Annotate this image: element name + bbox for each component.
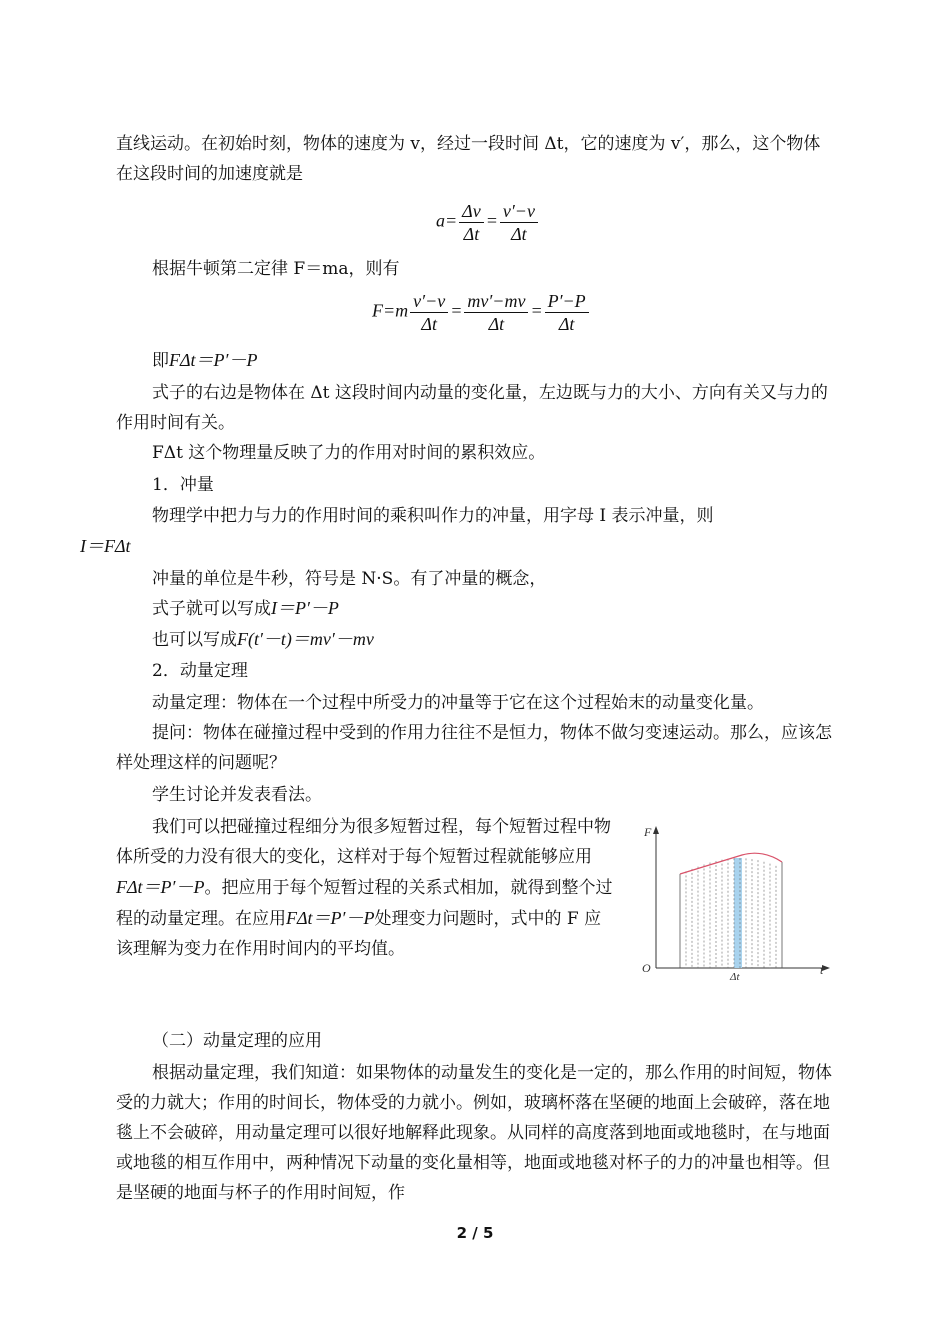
paragraph-impulse-momentum: 即FΔt＝P′－P <box>152 350 258 371</box>
equation-impulse: I＝P′－P <box>271 598 339 618</box>
equation-acceleration: a= $\frac{\Delta v}{\Delta t}$ = $\frac{v'-v}{\Delta t}$ <box>436 200 540 245</box>
equation-force: F=m $\frac{v'-v}{\Delta t}$ = $\frac{mv'-mv}{\Delta t}$ = $\frac{P'-P}{\Delta t}$ <box>372 290 591 335</box>
heading-theorem-application: （二）动量定理的应用 <box>152 1031 322 1051</box>
equation-impulse-definition: I＝FΔt <box>80 536 131 556</box>
paragraph-acceleration-intro: 直线运动。在初始时刻，物体的速度为 v，经过一段时间 Δt，它的速度为 v′，那么，这个物体在这段时间的加速度就是 <box>116 134 821 184</box>
equation-impulse-momentum: FΔt＝P′－P <box>169 350 258 370</box>
equation-time-form: F(t′－t)＝mv′－mv <box>237 629 374 649</box>
dt-label: Δt <box>730 971 740 982</box>
paragraph-accumulation-effect: FΔt 这个物理量反映了力的作用对时间的累积效应。 <box>152 443 546 463</box>
origin-label: O <box>642 961 651 975</box>
paragraph-impulse-definition: 物理学中把力与力的作用时间的乘积叫作力的冲量，用字母 I 表示冲量，则 I＝FΔt <box>80 506 714 556</box>
paragraph-application: 根据动量定理，我们知道：如果物体的动量发生的变化是一定的，那么作用的时间短，物体受的力就大；作用的时间长，物体受的力就小。例如，玻璃杯落在坚硬的地面上会破碎，落在地毯上不会破碎，用动量定理可以很好地解释此现象。从同样的高度落到地面或地毯时，在与地面或地毯的相互作用中，两种情况下动量的变化量相等，地面或地毯对杯子的力的冲量也相等。但是坚硬的地面与杯子的作用时间短，作 <box>116 1063 832 1203</box>
x-axis-label: t <box>820 963 824 977</box>
y-axis-arrow <box>653 826 659 834</box>
interval-strips <box>686 858 776 968</box>
paragraph-rewrite-impulse: 式子就可以写成I＝P′－P <box>152 598 339 619</box>
y-axis-label: F <box>644 825 652 839</box>
paragraph-impulse-unit: 冲量的单位是牛秒，符号是 N·S。有了冲量的概念， <box>152 569 547 589</box>
page-number: 2 / 5 <box>456 1224 494 1242</box>
paragraph-right-side-explanation: 式子的右边是物体在 Δt 这段时间内动量的变化量，左边既与力的大小、方向有关又与力的作用时间有关。 <box>116 383 828 433</box>
heading-momentum-theorem: 2．动量定理 <box>152 661 248 681</box>
paragraph-theorem-statement: 动量定理：物体在一个过程中所受力的冲量等于它在这个过程始末的动量变化量。 <box>152 693 764 713</box>
heading-impulse: 1．冲量 <box>152 475 214 495</box>
inline-equation-2: FΔt＝P′－P <box>286 908 375 928</box>
highlighted-interval <box>734 858 742 968</box>
paragraph-rewrite-time: 也可以写成F(t′－t)＝mv′－mv <box>152 629 374 650</box>
force-time-figure <box>636 822 836 982</box>
force-curve <box>680 853 782 874</box>
inline-equation-1: FΔt＝P′－P <box>116 877 205 897</box>
paragraph-question: 提问：物体在碰撞过程中受到的作用力往往不是恒力，物体不做匀变速运动。那么，应该怎样处理这样的问题呢？ <box>116 723 832 773</box>
paragraph-variable-force: 我们可以把碰撞过程细分为很多短暂过程，每个短暂过程中物体所受的力没有很大的变化，这样对于每个短暂过程就能够应用FΔt＝P′－P。把应用于每个短暂过程的关系式相加，就得到整个过程的动量定理。在应用FΔt＝P′－P处理变力问题时，式中的 F 应该理解为变力在作用时间内的平均值。 <box>116 817 613 959</box>
paragraph-newton-law: 根据牛顿第二定律 F＝ma，则有 <box>152 259 400 279</box>
paragraph-discussion: 学生讨论并发表看法。 <box>152 785 322 805</box>
